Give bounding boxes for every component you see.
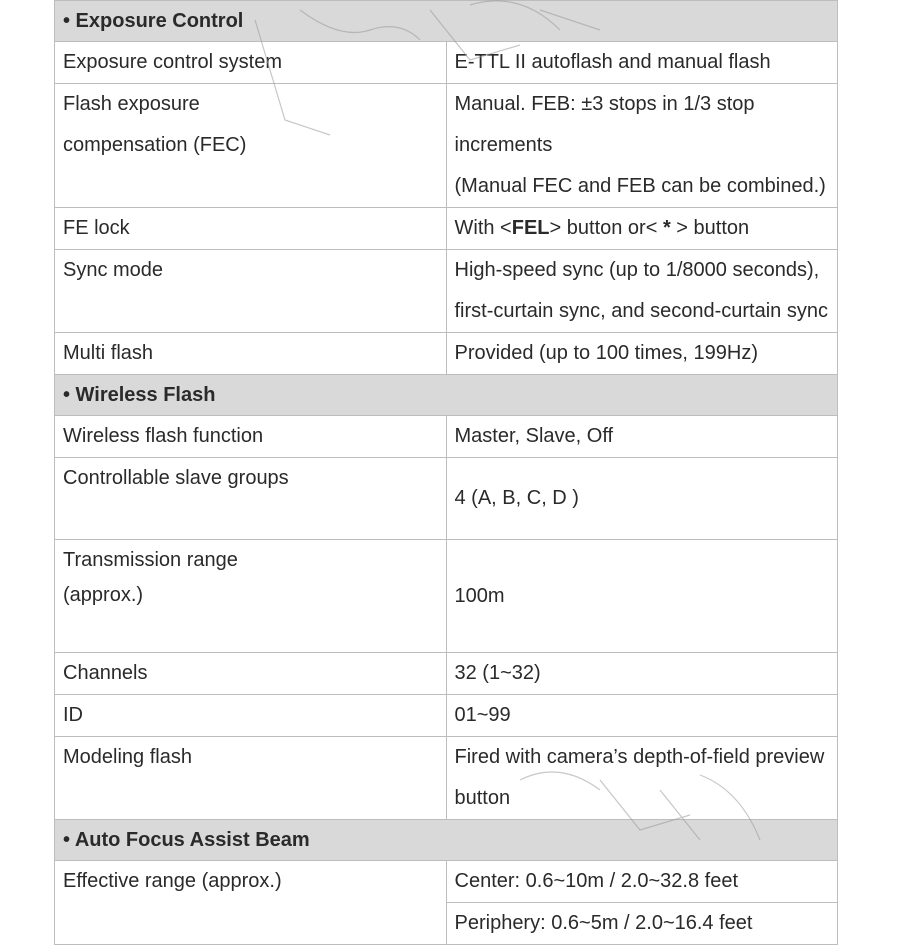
row-value: Center: 0.6~10m / 2.0~32.8 feet [446,861,838,903]
section-title: • Wireless Flash [55,375,838,416]
row-value: Provided (up to 100 times, 199Hz) [446,333,838,375]
row-label-line: Flash exposure [63,93,200,115]
spec-table [54,0,838,945]
row-label: Effective range (approx.) [55,861,447,945]
table-row [55,458,838,540]
row-label: Controllable slave groups [55,458,447,540]
row-value: 4 (A, B, C, D ) [446,458,838,540]
row-value-line: Manual. FEB: ±3 stops in 1/3 stop increments [454,93,755,156]
row-value: 32 (1~32) [446,653,838,695]
row-label: Sync mode [55,250,447,333]
row-label-line: (approx.) [63,584,144,606]
row-label: Multi flash [55,333,447,375]
fel-button-label: FEL [511,217,550,239]
row-label-line: compensation (FEC) [63,134,247,156]
row-label [55,84,447,208]
row-value-line: High-speed sync (up to 1/8000 seconds), [454,259,820,281]
table-row [55,540,838,653]
section-header-exposure-control [55,1,838,42]
row-value-line: (Manual FEC and FEB can be combined.) [454,175,826,197]
asterisk-button-label: * [662,217,671,239]
section-title: • Auto Focus Assist Beam [55,820,838,861]
row-value-line: first-curtain sync, and second-curtain sync [454,300,828,322]
row-value: 100m [446,540,838,653]
section-title: • Exposure Control [55,1,838,42]
row-label [55,540,447,653]
table-row [55,333,838,375]
row-value [446,208,838,250]
table-row [55,250,838,333]
table-row [55,861,838,903]
row-value: E-TTL II autoflash and manual flash [446,42,838,84]
row-value [446,84,838,208]
table-row [55,42,838,84]
row-label: Channels [55,653,447,695]
row-label: Wireless flash function [55,416,447,458]
table-row [55,416,838,458]
row-label: FE lock [55,208,447,250]
row-value: Master, Slave, Off [446,416,838,458]
value-text: > button [670,217,750,239]
value-text: > button or< [549,217,663,239]
row-value: Fired with camera’s depth-of-field preview button [446,737,838,820]
row-label-line: Transmission range [63,549,238,571]
table-row [55,208,838,250]
row-value [446,250,838,333]
section-header-wireless-flash [55,375,838,416]
row-value: Periphery: 0.6~5m / 2.0~16.4 feet [446,903,838,945]
table-row [55,84,838,208]
value-text: With < [454,217,512,239]
spec-sheet [54,0,838,945]
table-row [55,653,838,695]
row-label: Modeling flash [55,737,447,820]
table-row [55,695,838,737]
section-header-af-assist-beam [55,820,838,861]
row-value: 01~99 [446,695,838,737]
row-label: ID [55,695,447,737]
row-label: Exposure control system [55,42,447,84]
table-row [55,737,838,820]
